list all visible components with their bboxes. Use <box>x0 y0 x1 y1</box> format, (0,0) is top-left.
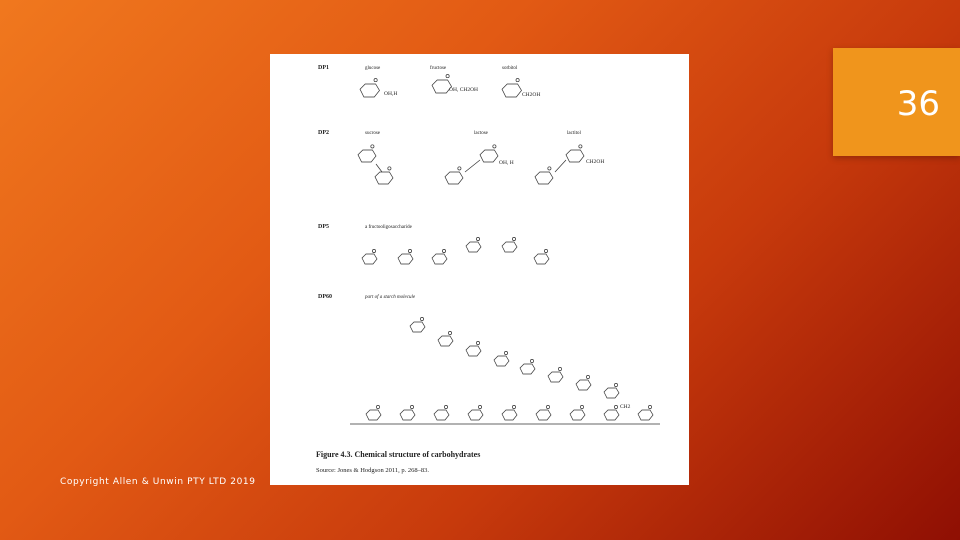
row-label-dp60: DP60 <box>318 294 332 300</box>
sugar-ring <box>576 380 591 390</box>
oxygen-atom <box>458 167 461 170</box>
sugar-ring <box>400 410 415 420</box>
group-fructose: OH, CH2OH <box>449 87 479 93</box>
oxygen-atom <box>614 383 617 386</box>
sugar-ring <box>638 410 653 420</box>
sugar-ring <box>494 356 509 366</box>
name-sorbitol: sorbitol <box>502 66 518 71</box>
sugar-ring <box>534 254 549 264</box>
slide-number: 36 <box>896 84 940 124</box>
sugar-ring <box>536 410 551 420</box>
oxygen-atom <box>504 351 507 354</box>
oxygen-atom <box>614 405 617 408</box>
bond-line <box>465 160 480 172</box>
name-lactitol: lactitol <box>567 131 581 136</box>
sugar-ring <box>466 346 481 356</box>
oxygen-atom <box>516 79 519 82</box>
oxygen-atom <box>444 405 447 408</box>
figure-caption: Figure 4.3. Chemical structure of carbohydrates <box>316 450 481 459</box>
sugar-ring <box>432 254 447 264</box>
name-starch: part of a starch molecule <box>365 295 416 300</box>
group-glucose: OH,H <box>384 91 398 97</box>
group-ch2: CH2 <box>620 404 631 410</box>
oxygen-atom <box>579 145 582 148</box>
oxygen-atom <box>420 317 423 320</box>
sugar-ring <box>502 84 522 97</box>
oxygen-atom <box>586 375 589 378</box>
name-lactose: lactose <box>474 131 488 136</box>
oxygen-atom <box>371 145 374 148</box>
slide-number-box <box>833 48 960 156</box>
molecule-rings <box>350 75 660 425</box>
oxygen-atom <box>558 367 561 370</box>
name-glucose: glucose <box>365 66 381 71</box>
name-fructooligosaccharide: a fructooligosaccharide <box>365 225 412 230</box>
bond-line <box>555 160 566 172</box>
sugar-ring <box>466 242 481 252</box>
oxygen-atom <box>446 75 449 78</box>
group-sorbitol: CH2OH <box>522 92 541 98</box>
sugar-ring <box>604 410 619 420</box>
sugar-ring <box>570 410 585 420</box>
sugar-ring <box>375 172 393 184</box>
sugar-ring <box>502 242 517 252</box>
group-lactitol: CH2OH <box>586 159 605 165</box>
sugar-ring <box>410 322 425 332</box>
oxygen-atom <box>476 341 479 344</box>
oxygen-atom <box>374 79 377 82</box>
oxygen-atom <box>408 249 411 252</box>
sugar-ring <box>535 172 553 184</box>
oxygen-atom <box>410 405 413 408</box>
oxygen-atom <box>580 405 583 408</box>
sugar-ring <box>604 388 619 398</box>
bond-line <box>376 164 382 172</box>
oxygen-atom <box>544 249 547 252</box>
sugar-ring <box>434 410 449 420</box>
sugar-ring <box>398 254 413 264</box>
oxygen-atom <box>476 237 479 240</box>
sugar-ring <box>520 364 535 374</box>
sugar-ring <box>366 410 381 420</box>
carbohydrate-structures-diagram <box>270 54 689 485</box>
row-label-dp2: DP2 <box>318 130 329 136</box>
copyright-footer: Copyright Allen & Unwin PTY LTD 2019 <box>60 477 256 487</box>
sugar-ring <box>362 254 377 264</box>
oxygen-atom <box>442 249 445 252</box>
oxygen-atom <box>512 405 515 408</box>
sugar-ring <box>468 410 483 420</box>
oxygen-atom <box>478 405 481 408</box>
row-label-dp5: DP5 <box>318 224 329 230</box>
sugar-ring <box>502 410 517 420</box>
oxygen-atom <box>448 331 451 334</box>
sugar-ring <box>445 172 463 184</box>
oxygen-atom <box>548 167 551 170</box>
name-fructose: fructose <box>430 66 447 71</box>
sugar-ring <box>438 336 453 346</box>
oxygen-atom <box>372 249 375 252</box>
oxygen-atom <box>530 359 533 362</box>
oxygen-atom <box>376 405 379 408</box>
row-label-dp1: DP1 <box>318 65 329 71</box>
oxygen-atom <box>512 237 515 240</box>
figure-source: Source: Jones & Hodgson 2011, p. 268–83. <box>316 467 429 474</box>
group-lactose: OH, H <box>499 160 514 166</box>
sugar-ring <box>566 150 584 162</box>
sugar-ring <box>548 372 563 382</box>
oxygen-atom <box>546 405 549 408</box>
sugar-ring <box>360 84 380 97</box>
sugar-ring <box>480 150 498 162</box>
oxygen-atom <box>388 167 391 170</box>
oxygen-atom <box>648 405 651 408</box>
name-sucrose: sucrose <box>365 131 380 136</box>
sugar-ring <box>358 150 376 162</box>
figure-image <box>270 54 689 485</box>
oxygen-atom <box>493 145 496 148</box>
